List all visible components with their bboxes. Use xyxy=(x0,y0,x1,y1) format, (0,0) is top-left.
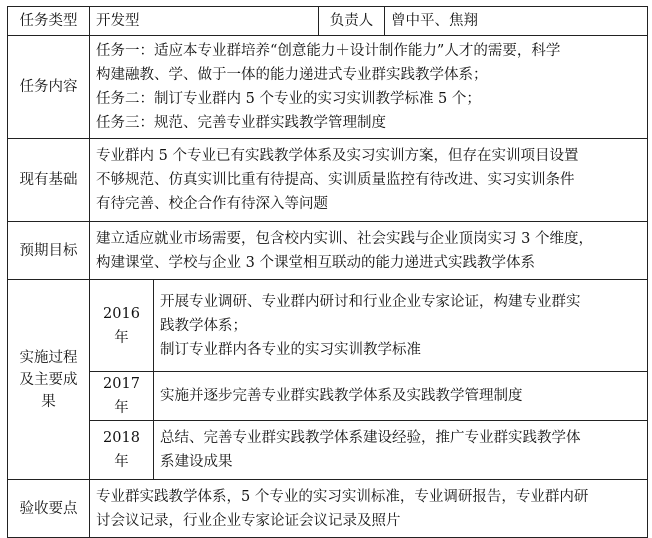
task-type-label: 任务类型 xyxy=(8,7,90,36)
task-content-line: 任务二：制订专业群内 5 个专业的实习实训教学标准 5 个； xyxy=(96,91,481,107)
process-line: 系建设成果 xyxy=(160,454,233,470)
existing-basis-line: 不够规范、仿真实训比重有待提高、实训质量监控有待改进、实习实训条件 xyxy=(96,172,575,188)
process-row-2016 xyxy=(8,280,648,372)
year-2016: 2016 年 xyxy=(90,280,154,372)
year-2018: 2018 年 xyxy=(90,421,154,480)
owner-label: 负责人 xyxy=(319,7,385,36)
existing-basis-row xyxy=(8,139,648,222)
acceptance-line: 专业群实践教学体系，5 个专业的实习实训标准，专业调研报告，专业群内研 xyxy=(96,488,589,505)
task-content-line: 任务三：规范、完善专业群实践教学管理制度 xyxy=(96,115,386,131)
expected-goal-row xyxy=(8,222,648,280)
expected-goal-line: 构建课堂、学校与企业 3 个课堂相互联动的能力递进式实践教学体系 xyxy=(96,254,535,271)
task-content-cell xyxy=(90,36,648,139)
process-label-line: 实施过程 xyxy=(19,349,78,366)
acceptance-line: 讨会议记录，行业企业专家论证会议记录及照片 xyxy=(96,512,401,529)
task-type-value: 开发型 xyxy=(90,7,319,36)
process-row-2018 xyxy=(8,421,648,480)
year-2016-content xyxy=(154,280,648,372)
process-line: 实施并逐步完善专业群实践教学体系及实践教学管理制度 xyxy=(160,388,523,404)
process-label xyxy=(8,280,90,480)
expected-goal-cell xyxy=(90,222,648,280)
expected-goal-label: 预期目标 xyxy=(8,222,90,280)
process-label-line: 果 xyxy=(41,393,56,410)
process-label-line: 及主要成 xyxy=(19,371,78,388)
process-row-2017 xyxy=(8,372,648,421)
header-row xyxy=(8,7,648,36)
existing-basis-cell xyxy=(90,139,648,222)
process-line: 践教学体系； xyxy=(160,317,247,334)
year-2017: 2017 年 xyxy=(90,372,154,421)
task-content-label: 任务内容 xyxy=(8,36,90,139)
year-2017-content xyxy=(154,372,648,421)
process-line: 总结、完善专业群实践教学体系建设经验，推广专业群实践教学体 xyxy=(160,430,581,446)
existing-basis-label: 现有基础 xyxy=(8,139,90,222)
process-line: 制订专业群内各专业的实习实训教学标准 xyxy=(160,341,421,358)
expected-goal-line: 建立适应就业市场需要，包含校内实训、社会实践与企业顶岗实习 3 个维度， xyxy=(96,230,593,247)
year-2018-content xyxy=(154,421,648,480)
acceptance-row xyxy=(8,480,648,538)
acceptance-label: 验收要点 xyxy=(8,480,90,538)
task-content-row xyxy=(8,36,648,139)
existing-basis-line: 专业群内 5 个专业已有实践教学体系及实习实训方案，但存在实训项目设置 xyxy=(96,148,579,164)
task-content-line: 任务一：适应本专业群培养“创意能力＋设计制作能力”人才的需要，科学 xyxy=(96,43,561,59)
existing-basis-line: 有待完善、校企合作有待深入等问题 xyxy=(96,196,328,212)
task-content-line: 构建融教、学、做于一体的能力递进式专业群实践教学体系； xyxy=(96,67,488,83)
task-table xyxy=(7,6,648,538)
acceptance-cell xyxy=(90,480,648,538)
process-line: 开展专业调研、专业群内研讨和行业企业专家论证，构建专业群实 xyxy=(160,293,581,310)
owner-value: 曾中平、焦翔 xyxy=(385,7,648,36)
